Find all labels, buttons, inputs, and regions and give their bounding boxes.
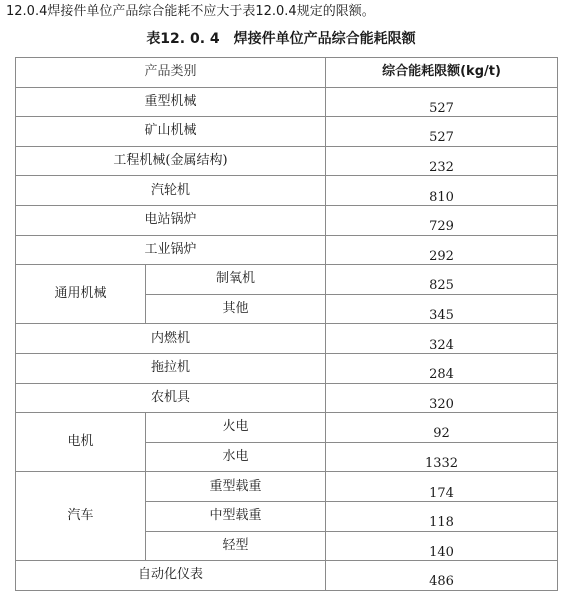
- limit-cell: [326, 176, 558, 206]
- category-cell: 自动化仪表: [16, 561, 326, 591]
- subcategory-cell: 水电: [146, 442, 326, 472]
- table-row: [16, 472, 558, 502]
- limit-value: 92: [433, 426, 450, 442]
- limit-cell: [326, 146, 558, 176]
- limit-cell: [326, 294, 558, 324]
- table-row: [16, 265, 558, 295]
- table-row: [16, 87, 558, 117]
- category-cell: 拖拉机: [16, 353, 326, 383]
- category-cell: 工业锅炉: [16, 235, 326, 265]
- limit-value: 324: [429, 337, 454, 353]
- table-row: [16, 383, 558, 413]
- group-cell: 通用机械: [16, 265, 146, 324]
- limit-value: 345: [429, 308, 454, 324]
- limit-cell: [326, 235, 558, 265]
- limit-value: 284: [429, 367, 454, 383]
- limit-value: 486: [429, 574, 454, 590]
- limit-cell: [326, 205, 558, 235]
- subcategory-cell: 其他: [146, 294, 326, 324]
- category-cell: 汽轮机: [16, 176, 326, 206]
- group-cell: 电机: [16, 413, 146, 472]
- limit-value: 174: [429, 485, 454, 501]
- limit-value: 825: [429, 278, 454, 294]
- category-cell: 农机具: [16, 383, 326, 413]
- category-cell: 电站锅炉: [16, 205, 326, 235]
- table-row: [16, 146, 558, 176]
- table-row: [16, 353, 558, 383]
- table-title: 表12. 0. 4 焊接件单位产品综合能耗限额: [146, 31, 416, 47]
- limit-value: 1332: [424, 456, 459, 472]
- limit-cell: [326, 265, 558, 295]
- header-limit: 综合能耗限额(kg/t): [326, 58, 558, 88]
- energy-limit-table: [15, 57, 558, 591]
- limit-value: 810: [429, 189, 454, 205]
- limit-cell: [326, 117, 558, 147]
- group-cell: 汽车: [16, 472, 146, 561]
- category-cell: 重型机械: [16, 87, 326, 117]
- category-cell: 工程机械(金属结构): [16, 146, 326, 176]
- table-row: [16, 235, 558, 265]
- subcategory-cell: 火电: [146, 413, 326, 443]
- limit-value: 292: [429, 248, 454, 264]
- table-row: [16, 117, 558, 147]
- subcategory-cell: 中型载重: [146, 501, 326, 531]
- limit-cell: [326, 324, 558, 354]
- limit-cell: [326, 561, 558, 591]
- limit-value: 729: [429, 219, 454, 235]
- limit-value: 232: [429, 160, 454, 176]
- subcategory-cell: 制氧机: [146, 265, 326, 295]
- limit-cell: [326, 383, 558, 413]
- table-row: [16, 205, 558, 235]
- limit-cell: [326, 472, 558, 502]
- limit-value: 140: [429, 544, 454, 560]
- limit-cell: [326, 501, 558, 531]
- limit-cell: [326, 87, 558, 117]
- subcategory-cell: 轻型: [146, 531, 326, 561]
- category-cell: 矿山机械: [16, 117, 326, 147]
- limit-cell: [326, 353, 558, 383]
- table-row: [16, 561, 558, 591]
- table-row: [16, 413, 558, 443]
- limit-value: 118: [429, 515, 454, 531]
- limit-cell: [326, 413, 558, 443]
- limit-cell: [326, 531, 558, 561]
- limit-cell: [326, 442, 558, 472]
- limit-value: 527: [429, 100, 454, 116]
- limit-value: 527: [429, 130, 454, 146]
- table-header-row: [16, 58, 558, 88]
- intro-paragraph: 12.0.4焊接件单位产品综合能耗不应大于表12.0.4规定的限额。: [6, 4, 375, 19]
- limit-value: 320: [429, 396, 454, 412]
- category-cell: 内燃机: [16, 324, 326, 354]
- table-row: [16, 176, 558, 206]
- header-category: 产品类别: [16, 58, 326, 88]
- table-row: [16, 324, 558, 354]
- subcategory-cell: 重型载重: [146, 472, 326, 502]
